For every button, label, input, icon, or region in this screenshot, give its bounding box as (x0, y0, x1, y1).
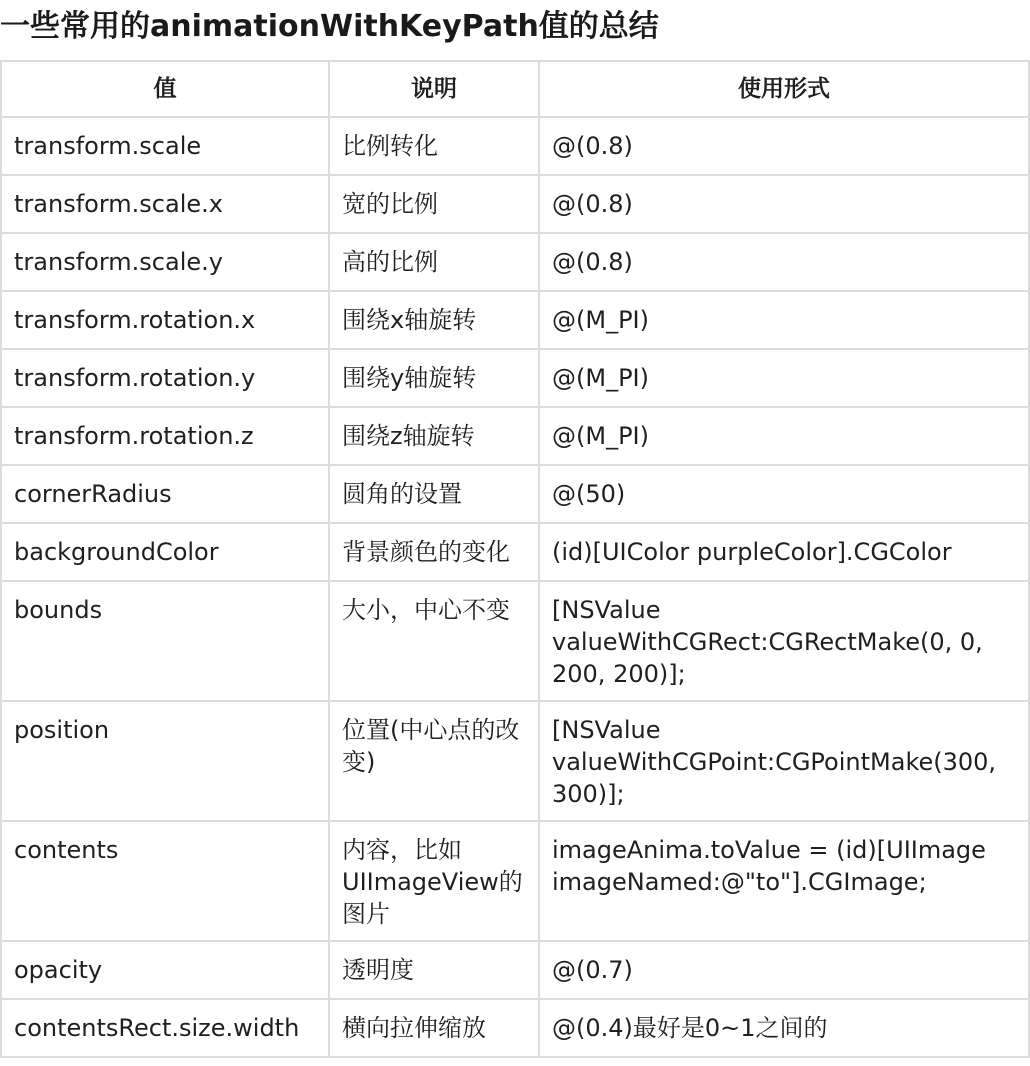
table-row (1, 701, 1029, 821)
cell-usage: (id)[UIColor purpleColor].CGColor (539, 523, 1029, 581)
cell-usage: imageAnima.toValue = (id)[UIImage imageNamed:@"to"].CGImage; (539, 821, 1029, 941)
cell-usage: @(0.8) (539, 117, 1029, 175)
cell-description: 内容，比如UIImageView的图片 (329, 821, 539, 941)
cell-usage: @(M_PI) (539, 349, 1029, 407)
cell-value: transform.rotation.y (1, 349, 329, 407)
cell-value: bounds (1, 581, 329, 701)
cell-value: transform.scale (1, 117, 329, 175)
cell-value: transform.scale.x (1, 175, 329, 233)
header-value: 值 (1, 61, 329, 117)
cell-value: contentsRect.size.width (1, 999, 329, 1057)
cell-description: 围绕y轴旋转 (329, 349, 539, 407)
table-row (1, 175, 1029, 233)
cell-usage: @(0.8) (539, 175, 1029, 233)
cell-value: backgroundColor (1, 523, 329, 581)
cell-usage: @(0.7) (539, 941, 1029, 999)
table-row (1, 407, 1029, 465)
cell-usage: [NSValue valueWithCGPoint:CGPointMake(300, 300)]; (539, 701, 1029, 821)
cell-description: 宽的比例 (329, 175, 539, 233)
cell-description: 横向拉伸缩放 (329, 999, 539, 1057)
table-row (1, 581, 1029, 701)
cell-usage: @(M_PI) (539, 407, 1029, 465)
cell-value: position (1, 701, 329, 821)
table-row (1, 999, 1029, 1057)
cell-value: contents (1, 821, 329, 941)
cell-description: 围绕x轴旋转 (329, 291, 539, 349)
cell-description: 大小，中心不变 (329, 581, 539, 701)
cell-description: 透明度 (329, 941, 539, 999)
table-row (1, 349, 1029, 407)
table-header-row (1, 61, 1029, 117)
table-row (1, 465, 1029, 523)
header-usage: 使用形式 (539, 61, 1029, 117)
cell-description: 比例转化 (329, 117, 539, 175)
cell-value: transform.rotation.x (1, 291, 329, 349)
cell-usage: @(0.4)最好是0~1之间的 (539, 999, 1029, 1057)
cell-description: 圆角的设置 (329, 465, 539, 523)
keypath-table (0, 60, 1030, 1058)
table-row (1, 523, 1029, 581)
table-row (1, 233, 1029, 291)
cell-description: 高的比例 (329, 233, 539, 291)
cell-usage: [NSValue valueWithCGRect:CGRectMake(0, 0, 200, 200)]; (539, 581, 1029, 701)
table-row (1, 291, 1029, 349)
cell-usage: @(50) (539, 465, 1029, 523)
table-row (1, 117, 1029, 175)
cell-value: transform.scale.y (1, 233, 329, 291)
header-description: 说明 (329, 61, 539, 117)
cell-value: opacity (1, 941, 329, 999)
cell-usage: @(M_PI) (539, 291, 1029, 349)
cell-value: transform.rotation.z (1, 407, 329, 465)
cell-description: 位置(中心点的改变) (329, 701, 539, 821)
cell-description: 背景颜色的变化 (329, 523, 539, 581)
table-row (1, 941, 1029, 999)
cell-description: 围绕z轴旋转 (329, 407, 539, 465)
cell-value: cornerRadius (1, 465, 329, 523)
cell-usage: @(0.8) (539, 233, 1029, 291)
table-row (1, 821, 1029, 941)
page-title: 一些常用的animationWithKeyPath值的总结 (0, 9, 659, 44)
